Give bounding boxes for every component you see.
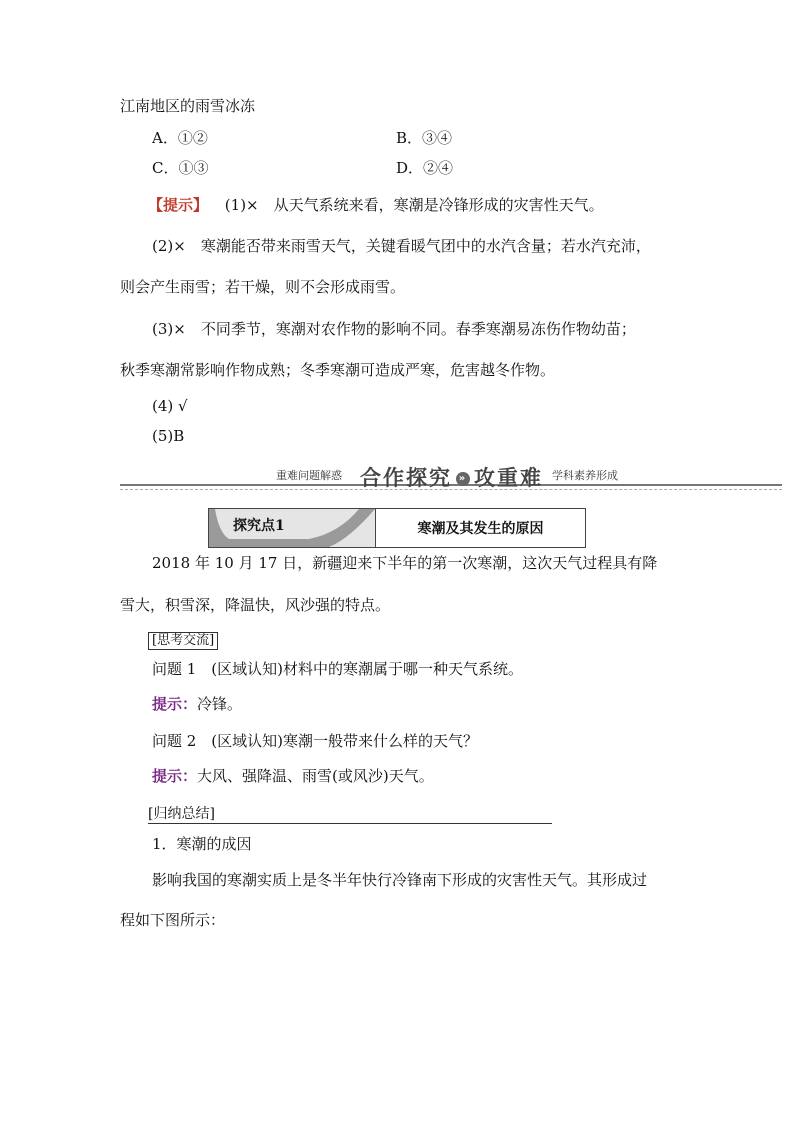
answer-2 (152, 766, 434, 786)
answer-1 (152, 694, 242, 714)
hint-item-3-line-1: (3)× 不同季节，寒潮对农作物的影响不同。春季寒潮易冻伤作物幼苗； (152, 320, 636, 338)
hint-item-2-line-1: (2)× 寒潮能否带来雨雪天气，关键看暖气团中的水汽含量；若水汽充沛， (152, 237, 651, 255)
hint-item-5: (5)B (152, 427, 185, 445)
hint-item-4: (4) √ (152, 397, 188, 415)
banner-title-part-2: 攻重难 (474, 466, 543, 490)
hint-item-3-line-2: 秋季寒潮常影响作物成熟；冬季寒潮可造成严寒，危害越冬作物。 (120, 361, 556, 379)
section-1-title: 1．寒潮的成因 (152, 835, 252, 853)
hint-item-1 (148, 195, 604, 215)
material-line-1: 2018 年 10 月 17 日，新疆迎来下半年的第一次寒潮，这次天气过程具有降 (152, 554, 658, 572)
section-1-para-line-2: 程如下图所示： (120, 911, 226, 929)
hint-item-2-line-2: 则会产生雨雪；若干燥，则不会形成雨雪。 (120, 278, 406, 296)
banner-arrow-icon: » (456, 472, 470, 486)
explore-point-box (208, 508, 586, 548)
section-1-para-line-1: 影响我国的寒潮实质上是冬半年快行冷锋南下形成的灾害性天气。其形成过 (152, 871, 648, 889)
answer-1-text: 冷锋。 (197, 695, 243, 713)
option-d: D．②④ (396, 159, 454, 177)
answer-1-label: 提示： (152, 695, 198, 713)
answer-2-text: 大风、强降温、雨雪(或风沙)天气。 (197, 767, 434, 785)
explore-point-label-cell (209, 509, 376, 547)
option-a: A．①② (152, 129, 208, 147)
answer-2-label: 提示： (152, 767, 198, 785)
option-b: B．③④ (396, 129, 453, 147)
banner-title-part-1: 合作探究 (360, 466, 452, 490)
explore-point-label: 探究点1 (233, 518, 285, 534)
question-1: 问题 1 (区域认知)材料中的寒潮属于哪一种天气系统。 (152, 660, 524, 678)
option-c: C．①③ (152, 159, 209, 177)
banner-right-text: 学科素养形成 (552, 469, 618, 482)
top-line: 江南地区的雨雪冰冻 (120, 97, 256, 115)
banner-title (360, 462, 543, 492)
banner-left-text: 重难问题解惑 (276, 469, 342, 482)
section-banner (120, 462, 782, 492)
hint-item-1-text: (1)× 从天气系统来看，寒潮是冷锋形成的灾害性天气。 (224, 196, 604, 214)
explore-point-title: 寒潮及其发生的原因 (417, 521, 544, 537)
material-line-2: 雪大，积雪深，降温快，风沙强的特点。 (120, 596, 391, 614)
summary-tag: [归纳总结] (148, 805, 552, 824)
question-2: 问题 2 (区域认知)寒潮一般带来什么样的天气？ (152, 732, 479, 750)
think-exchange-tag: [思考交流] (148, 632, 218, 650)
hint-label: 【提示】 (148, 196, 209, 214)
